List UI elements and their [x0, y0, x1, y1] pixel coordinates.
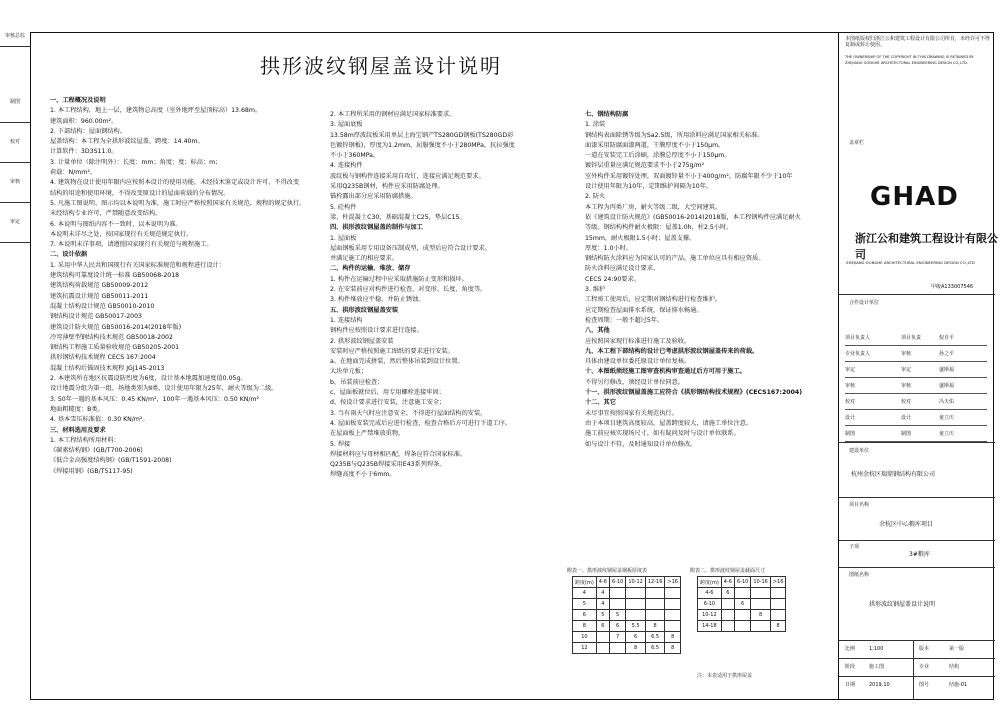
note-line: 13.58m厚波纹板采用单层上海宝钢产TS280GD钢板(TS280GD彩	[330, 131, 514, 139]
stage-label: 阶段	[845, 664, 856, 670]
table-cell: 8	[665, 632, 681, 643]
table-cell: 5	[573, 599, 597, 610]
note-line: 建筑设计防火规范 GB50016-2014(2018年版)	[50, 323, 182, 331]
note-line: 设计地震分组为第一组，场地类别为Ⅱ类，设计使用年限为25年，耐火等级为二级。	[50, 385, 278, 393]
table-cell	[734, 588, 750, 599]
note-line: 2. 防火	[585, 193, 606, 201]
company-name: 浙江公和建筑工程设计有限公司	[855, 232, 998, 261]
note-line: 3. 50年一遇的基本风压：0.45 KN/m²，100年一遇基本风压：0.50 KN/m²	[50, 395, 259, 403]
number-label: 图号	[919, 682, 930, 688]
table-cell: 8	[626, 643, 646, 654]
note-line: 应按照国家现行标准进行施工及验收。	[585, 337, 691, 345]
note-line: 4. 建筑物在设计使用年限内应按照本设计的使用功能，未经技术鉴定或设计许可，不得改变	[50, 179, 300, 187]
note-line: 施工前应核实现场尺寸，如有疑问及时与设计单位联系。	[585, 430, 740, 438]
left-strip-cell: 制图	[0, 82, 30, 123]
copyright-note-en: THE OWNERSHIP OF THE COPYRIGHT IN THIS DRAWING IS RETAINED BY ZHEJIANG GONGHE ARCHITECTURAL ENGINEERING DESIGN CO.,LTD.	[845, 55, 974, 65]
table-cell: 6	[626, 632, 646, 643]
table-right-title: 附表二、拱形波纹钢屋盖截面尺寸	[690, 568, 766, 574]
note-line: 《焊接用钢》(GB/T5117-95)	[50, 467, 133, 475]
table-left	[572, 576, 681, 654]
signature-name: 审核	[901, 351, 912, 357]
table-cell	[751, 621, 771, 632]
table-cell	[626, 610, 646, 621]
table-cell	[665, 599, 681, 610]
table-header-cell: 跨度(m)	[573, 577, 597, 588]
note-line: b、吊装前应检查；	[330, 378, 384, 386]
note-line: 1. 构件在运输过程中应采取措施防止变形和损坏。	[330, 275, 468, 283]
table-cell: 10-12	[698, 610, 722, 621]
table-header-cell: 10-16	[751, 577, 771, 588]
note-line: 15mm，耐火极限1.5小时；屋盖支撑。	[585, 234, 696, 242]
table-cell	[734, 610, 750, 621]
table-cell	[596, 643, 609, 654]
table-cell: 8	[645, 621, 665, 632]
note-line: 不得另行修改，须经设计单位同意。	[585, 378, 684, 386]
table-header-cell: 4-6	[721, 577, 734, 588]
signature-name: 审核	[901, 383, 912, 389]
note-line: 3. 构件堆放应平稳，并防止锈蚀。	[330, 296, 425, 304]
note-line: 建筑抗震设计规范 GB50011-2011	[50, 292, 149, 300]
table-cell: 4	[573, 588, 597, 599]
table-header-cell: 12-16	[645, 577, 665, 588]
note-line: 十、本图纸须经施工图审查机构审查通过后方可用于施工。	[585, 368, 746, 376]
table-cell	[734, 621, 750, 632]
table-cell: 5	[609, 610, 625, 621]
divider	[839, 540, 995, 541]
note-line: 未经结构专业许可，严禁随意改变结构。	[50, 210, 162, 218]
note-line: 一道在安装完工后涂刷，涂膜总厚度不小于150μm。	[585, 152, 731, 160]
note-line: 建筑面积：960.00m²。	[50, 117, 118, 125]
signature-sig: 孙之平	[939, 351, 955, 357]
left-strip-cell: 审核总监	[0, 32, 30, 47]
note-line: 在屋面板上严禁堆放重物。	[330, 430, 405, 438]
table-cell: 10	[573, 632, 597, 643]
divider	[839, 294, 995, 295]
table-cell	[751, 588, 771, 599]
discipline-label: 专业	[919, 664, 930, 670]
table-header-cell: >16	[665, 577, 681, 588]
company-logo: GHAD	[870, 182, 959, 212]
note-line: 大块单元板；	[330, 368, 368, 376]
signature-role: 校对	[845, 399, 856, 405]
table-cell	[626, 599, 646, 610]
table-cell	[665, 621, 681, 632]
note-line: 未尽事宜按照国家有关规范执行。	[585, 409, 678, 417]
note-line: 不小于360MPa。	[330, 152, 380, 160]
table-header-cell: 跨度(m)	[698, 577, 722, 588]
table-cell: 8	[770, 621, 786, 632]
table-header-cell: 10-12	[626, 577, 646, 588]
note-line: 工程竣工使用后，应定期对钢结构进行检查维护。	[585, 296, 722, 304]
note-line: 2. 本工程所采用的钢材应满足国家标准要求。	[330, 111, 456, 118]
note-line: 安装时应严格按照施工图纸的要求进行安装。	[330, 347, 454, 355]
signature-role: 制图	[845, 431, 856, 437]
signature-row	[845, 346, 987, 362]
left-strip-cell: 校对	[0, 122, 30, 163]
number-value: 结施-01	[949, 682, 968, 688]
note-line: 屋面钢板采用专用设备压制成型，成型后应符合设计要求。	[330, 244, 491, 252]
note-line: 焊缝高度不小于6mm。	[330, 471, 396, 479]
note-line: 设计使用年限为10年，定期维护间隔为10年。	[585, 183, 713, 191]
note-line: 5. 凡施工图说明、图示均以本说明为准，施工时应严格按照国家有关规范、规程的规定执行。	[50, 199, 306, 207]
note-line: 5. 焊接	[330, 440, 351, 448]
note-line: 钢结构设计规范 GB50017-2003	[50, 313, 142, 321]
table-cell	[596, 632, 609, 643]
page-title: 拱形波纹钢屋盖设计说明	[260, 54, 502, 78]
table-cell: 6	[609, 621, 625, 632]
note-line: 混凝土结构后锚固技术规程 JGJ145-2013	[50, 364, 165, 372]
signature-name: 设计	[901, 415, 912, 421]
table-cell	[626, 588, 646, 599]
note-line: 3. 屋面底板	[330, 121, 363, 129]
note-line: d、按设计要求进行安装，注意施工安全；	[330, 399, 446, 407]
note-line: 3. 当有雨天气时应注意安全，不得进行屋面结构的安装。	[330, 409, 487, 417]
table-header-cell: >16	[770, 577, 786, 588]
note-line: 具体由建设单位委托原设计单位复核。	[585, 358, 691, 366]
note-line: 钢结构防火涂料应为国家认可的产品，施工单位应具有相应资质。	[585, 255, 765, 263]
note-line: 梁、柱混凝土C30，基础混凝土C25，垫层C15。	[330, 213, 466, 221]
note-line: 1. 涂装	[585, 121, 606, 129]
table-note: 注：本表适用于拱形屋盖	[697, 673, 753, 679]
note-line: a、在地面完成拼装，然后整体吊装到设计位置。	[330, 358, 464, 366]
client-name: 杭州余杭区瑞鼎钢结构有限公司	[851, 471, 936, 478]
left-strip-cell: 审定	[0, 202, 30, 243]
date-value: 2019.10	[869, 682, 890, 688]
table-cell: 8	[665, 643, 681, 654]
table-cell: 6-10	[698, 599, 722, 610]
note-line: 1. 屋面板	[330, 234, 357, 242]
note-line: 结构的用途和使用环境，不得改变原设计的屋面荷载的分布情况。	[50, 189, 230, 197]
table-cell: 14-18	[698, 621, 722, 632]
table-header-cell: 6-10	[734, 577, 750, 588]
table-cell: 8	[751, 610, 771, 621]
table-right	[697, 576, 786, 632]
signature-row	[845, 426, 987, 442]
table-cell	[645, 610, 665, 621]
note-line: CECS 24:90要求。	[585, 275, 640, 283]
note-line: 二、构件的运输、堆放、储存	[330, 265, 411, 273]
note-line: 计算软件：3D3S11.0。	[50, 148, 118, 156]
note-line: c、屋面板就位后，用专用螺栓连接牢固；	[330, 389, 445, 397]
note-line: 1. 连接结构	[330, 316, 363, 324]
note-line: 采用Q235B钢材，构件应采用防腐处理。	[330, 183, 444, 191]
note-line: 4. 基本雪压标准值：0.30 KN/m²。	[50, 416, 149, 424]
signature-sig: 倪自平	[939, 335, 955, 341]
table-cell: 6	[573, 610, 597, 621]
table-cell	[609, 599, 625, 610]
note-line: 《低合金高强度结构钢》(GB/T1591-2008)	[50, 457, 172, 465]
note-line: 5. 砼构件	[330, 203, 357, 211]
table-cell: 6	[596, 621, 609, 632]
table-cell: 8	[573, 621, 597, 632]
note-line: 3. 维护	[585, 286, 606, 294]
note-line: 建筑结构荷载规范 GB50009-2012	[50, 282, 149, 290]
note-line: 七、钢结构防腐	[585, 111, 629, 118]
table-header-cell: 6-10	[609, 577, 625, 588]
edition-label: 版本	[919, 646, 930, 652]
table-cell: 5.5	[626, 621, 646, 632]
note-line: 1. 本工程结构所用材料：	[50, 436, 120, 444]
drawing-name: 拱形波纹钢屋盖设计说明	[869, 601, 936, 608]
sub-label: 子项	[849, 544, 860, 550]
note-line: 焊接材料应与母材相匹配，焊条应符合国家标准。	[330, 450, 467, 458]
note-line: 九、本工程下部结构的设计已考虑拱形波纹钢屋盖传来的荷载。	[585, 347, 759, 355]
signature-role: 审定	[845, 367, 856, 373]
table-cell: 6	[734, 599, 750, 610]
cert-number: 甲级A133007546	[931, 284, 974, 290]
note-line: 冷弯薄壁型钢结构技术规范 GB50018-2002	[50, 333, 173, 341]
note-line: 五、拱形波纹钢屋盖安装	[330, 306, 399, 314]
copyright-note: 本图纸版权归浙江公和建筑工程设计有限公司所有，未经许可不得复制或转让使用。	[845, 36, 991, 48]
table-cell	[645, 588, 665, 599]
divider	[839, 567, 995, 568]
edition-value: 第一版	[949, 646, 965, 652]
signature-sig: 盛斯福	[939, 367, 955, 373]
company-name-en: ZHEJIANG GONGHE ARCHITECTURAL ENGINEERING DESIGN CO.,LTD	[846, 260, 975, 265]
table-cell: 4	[596, 599, 609, 610]
note-line: 十一、拱形波纹钢屋盖施工应符合《拱形钢结构技术规程》(CECS167:2004)	[585, 389, 803, 397]
signature-name: 项目负责	[901, 335, 922, 341]
divider	[839, 676, 995, 677]
table-cell	[770, 588, 786, 599]
note-line: Q235B与Q235B焊接采用E43系列焊条。	[330, 461, 446, 469]
signature-row	[845, 378, 987, 394]
drawing-label: 图纸名称	[849, 572, 870, 578]
table-cell	[665, 610, 681, 621]
note-line: 1. 采用中华人民共和国现行有关国家标准规范和规程进行设计：	[50, 261, 225, 269]
note-line: 由于本项目建筑高度较高，屋盖跨度较大，请施工单位注意。	[585, 419, 753, 427]
project-label: 项目名称	[849, 502, 870, 508]
note-line: 室外构件采用镀锌处理，双面镀锌量不小于400g/m²，防腐年限不少于10年	[585, 172, 793, 180]
note-line: 拱形钢结构技术规程 CECS 167:2004	[50, 354, 156, 362]
note-line: 如与设计不符，及时通知设计单位修改。	[585, 440, 697, 448]
project-name: 余杭区中心粮库项目	[879, 521, 934, 528]
divider	[839, 497, 995, 498]
signature-row	[845, 410, 987, 426]
divider	[839, 658, 995, 659]
table-cell: 4-6	[698, 588, 722, 599]
table-cell	[770, 610, 786, 621]
table-cell	[609, 588, 625, 599]
note-line: 2. 本建筑所在地区抗震设防烈度为6度，设计基本地震加速度值0.05g。	[50, 375, 247, 383]
left-sign-strip	[0, 32, 30, 700]
note-line: 并满足施工的相应要求。	[330, 255, 399, 263]
signature-role: 审核	[845, 383, 856, 389]
signature-row	[845, 362, 987, 378]
note-line: 二、设计依据	[50, 251, 88, 259]
note-line: 色镀锌钢板)，厚度为1.2mm，屈服强度不小于280MPa，抗拉强度	[330, 141, 515, 149]
table-cell	[721, 599, 734, 610]
note-line: 地面粗糙度：B类。	[50, 405, 104, 413]
note-line: 依《建筑设计防火规范》(GB50016-2014)2018版，本工程钢构件应满足耐火	[585, 213, 801, 221]
note-line: 4. 连接构件	[330, 162, 363, 170]
table-cell	[721, 610, 734, 621]
table-cell: 7	[609, 632, 625, 643]
stage-value: 施工图	[869, 664, 885, 670]
signature-row	[845, 330, 987, 346]
note-line: 等级。钢结构构件耐火极限：屋盖1.0h，柱2.5小时。	[585, 224, 733, 232]
note-line: 波纹板与钢构件连接采用自攻钉，连接应满足规范要求。	[330, 172, 485, 180]
signature-role: 设计	[845, 415, 856, 421]
signature-name: 审定	[901, 367, 912, 373]
signature-sig: 童立庆	[939, 415, 955, 421]
note-line: 钢结构表面除锈等级为Sa2.5级，所用涂料应满足国家相关标准。	[585, 131, 764, 139]
note-line: 检查周期：一般不超过5年。	[585, 316, 664, 324]
note-line: 应定期检查屋面排水系统，保证排水畅通。	[585, 306, 703, 314]
notes-column-1	[50, 96, 330, 477]
note-line: 屋盖结构：本工程为全拱形波纹屋盖，跨度：14.40m。	[50, 138, 204, 146]
table-header-cell: 4-6	[596, 577, 609, 588]
notes-column-2	[330, 110, 580, 481]
table-cell	[609, 643, 625, 654]
note-line: 厚度：1.0小时。	[585, 244, 632, 252]
note-line: 2. 下部结构：屋面钢结构。	[50, 127, 126, 135]
seal-label: 盖章栏	[849, 140, 865, 146]
table-cell: 6.5	[645, 632, 665, 643]
note-line: 一、工程概况及说明	[50, 97, 106, 104]
note-line: 混凝土结构设计规范 GB50010-2010	[50, 302, 155, 310]
note-line: 三、材料选用及要求	[50, 426, 106, 434]
note-line: 2. 拱形波纹钢屋盖安装	[330, 337, 394, 345]
coop-label: 合作设计单位	[849, 300, 880, 306]
note-line: 本工程为丙类厂房，耐火等级二级，大空间建筑。	[585, 203, 722, 211]
note-line: 荷载：N/mm²。	[50, 169, 96, 177]
table-cell	[645, 599, 665, 610]
table-left-title: 附表一、拱形波纹钢屋盖钢板厚度表	[567, 568, 648, 574]
note-line: 3. 计量单位（除注明外）：长度：mm；角度：度；标高：m；	[50, 158, 222, 166]
note-line: 4. 屋面板安装完成后应进行检查，检查合格后方可进行下道工序。	[330, 419, 512, 427]
table-cell	[721, 621, 734, 632]
discipline-value: 结构	[949, 664, 960, 670]
note-line: 钢构件应按照设计要求进行连接。	[330, 327, 423, 335]
note-line: 1. 本工程结构，地上一层，建筑物总高度（室外地坪至屋顶标高）13.68m。	[50, 107, 262, 115]
note-line: 7. 本说明未详事项，请遵照国家现行有关规范与规程施工。	[50, 241, 213, 249]
note-line: 镀锌层重量应满足规范要求不小于275g/m²	[585, 162, 705, 170]
table-cell: 6.5	[645, 643, 665, 654]
signature-sig: 冯天佑	[939, 399, 955, 405]
scale-label: 比例	[845, 646, 856, 652]
signature-sig: 盛斯福	[939, 383, 955, 389]
divider	[839, 442, 995, 443]
signature-table	[845, 330, 987, 442]
table-cell	[751, 599, 771, 610]
signature-name: 校对	[901, 399, 912, 405]
table-cell	[770, 599, 786, 610]
note-line: 建筑结构可靠度设计统一标准 GB50068-2018	[50, 272, 180, 280]
table-cell: 6	[721, 588, 734, 599]
date-label: 日期	[845, 682, 856, 688]
table-cell: 12	[573, 643, 597, 654]
table-cell	[665, 588, 681, 599]
scale-value: 1:100	[869, 646, 884, 652]
left-strip-cell: 审核	[0, 162, 30, 203]
sub-name: 3#粮库	[909, 551, 930, 558]
note-line: 四、拱形波纹钢屋盖的制作与加工	[330, 224, 423, 232]
note-line: 钢结构工程施工质量验收规范 GB50205-2001	[50, 344, 180, 352]
signature-role: 专业负责人	[845, 351, 871, 357]
note-line: 2. 在安装前应对构件进行检查，对变形、长度、角度等。	[330, 286, 487, 294]
table-cell: 5	[596, 610, 609, 621]
divider	[913, 640, 914, 700]
divider	[839, 640, 995, 641]
note-line: 6. 本说明与图纸内容不一致时，以本说明为准。	[50, 220, 182, 228]
signature-name: 制图	[901, 431, 912, 437]
notes-column-3	[585, 110, 830, 450]
signature-sig: 童立庆	[939, 431, 955, 437]
signature-role: 项目负责人	[845, 335, 871, 341]
note-line: 防火涂料应满足设计要求。	[585, 265, 660, 273]
note-line: 《碳素结构钢》(GB/T700-2006)	[50, 447, 143, 455]
signature-row	[845, 394, 987, 410]
note-line: 面漆采用防腐面漆两道，干膜厚度不小于150μm。	[585, 141, 725, 149]
client-label: 建设单位	[849, 448, 870, 454]
note-line: 八、其他	[585, 327, 610, 335]
note-line: 十二、其它	[585, 399, 616, 407]
table-cell: 4	[596, 588, 609, 599]
note-line: 锚栓露出部分应采用防腐措施。	[330, 193, 417, 201]
note-line: 本说明未详尽之处，按国家现行有关规范规定执行。	[50, 230, 193, 238]
